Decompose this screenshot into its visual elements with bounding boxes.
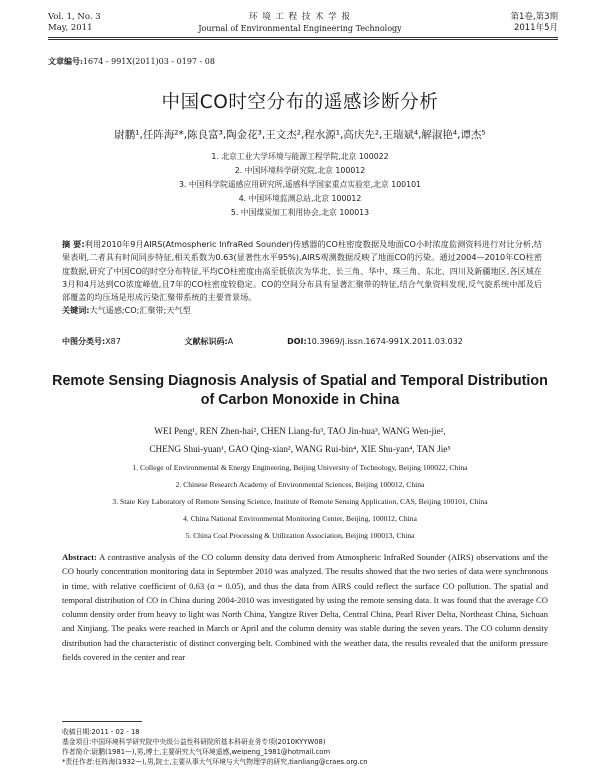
doc-code-value: A [227,337,234,346]
authors-en-line-2: CHENG Shui-yuan¹, GAO Qing-xian², WANG Rui-bin⁴, XIE Shu-yan⁴, TAN Jie⁵ [149,444,451,454]
title-en-line-2: of Carbon Monoxide in China [200,392,400,408]
affiliation-cn-5: 5. 中国煤炭加工利用协会,北京 100013 [230,208,370,217]
article-number-value: 1674 - 991X(2011)03 - 0197 - 08 [82,57,215,66]
authors-en-line-1: WEI Peng¹, REN Zhen-hai², CHEN Liang-fu³, TAO Jin-hua³, WANG Wen-jie², [154,426,446,436]
article-number [48,56,215,67]
clc-label: 中图分类号: [62,337,106,346]
keywords-value: 大气遥感;CO;汇聚带;天气型 [89,305,191,316]
footnote-rule [62,721,142,722]
header-date-en: May, 2011 [48,23,93,33]
header-volume: Vol. 1, No. 3 [48,12,101,22]
title-en [0,372,600,410]
abstract-en-text: A contrastive analysis of the CO column density data derived from Atmospheric InfraRed Sounder (AIRS) observations and the CO hourly concentration monitoring data in September 2010 was analyzed. The results showed that the two series of data were synchronous in time, with relative coefficient of 0.63 (α = 0.05), and thus the data from AIRS could reflect the surface CO pollution. The spatial and temporal distribution of CO in China during 2004-2010 was investigated by using the remote sensing data. It was found that the average CO column density order from heavy to light was North China, Yangtze River Delta, Central China, Pearl River Delta, Northeast China, Sichuan and Xinjiang. The peaks were reached in March or April and the column density was stable during the seven years. The CO column density distribution had the characteristic of distinct converging belt. Combined with the weather data, the results revealed that the uniform pressure fields covered in the center and rear [62,552,548,663]
header-issue-cn: 第1卷,第3期 [510,12,558,22]
title-cn: 中国CO时空分布的遥感诊断分析 [161,92,439,113]
doi-label: DOI: [287,337,307,346]
footnote-corresponding-author: *责任作者:任阵海(1932—),男,院士,主要从事大气环境与大气物理学的研究,tianliang@craes.org.cn [62,758,368,766]
affiliation-en-4: 4. China National Environmental Monitoring Center, Beijing, 100012, China [183,514,417,523]
header-date-cn: 2011年5月 [513,23,558,33]
footnote-funding: 基金项目:中国环境科学研究院中央级公益性科研院所基本科研业务专项(2010KYYW08) [62,738,326,746]
clc-value: X87 [105,337,121,346]
abstract-cn [62,238,542,318]
abstract-cn-label: 摘 要: [62,239,85,249]
authors-cn: 尉鹏¹,任阵海²*,陈良富³,陶金花³,王文杰²,程水源¹,高庆先²,王瑞斌⁴,解淑艳⁴,谭杰⁵ [114,129,486,141]
affiliation-en-1: 1. College of Environmental & Energy Engineering, Beijing University of Technology, Beijing 100022, China [132,463,468,472]
affiliation-cn-3: 3. 中国科学院遥感应用研究所,遥感科学国家重点实验室,北京 100101 [178,180,422,189]
keywords-label: 关键词: [62,305,90,316]
affiliation-cn-4: 4. 中国环境监测总站,北京 100012 [238,194,362,203]
abstract-en [62,550,548,664]
classification-row [62,336,463,347]
header-journal-en: Journal of Environmental Engineering Technology [198,24,402,33]
doc-code-label: 文献标识码: [184,337,228,346]
header-journal-cn: 环 境 工 程 技 术 学 报 [249,12,351,22]
header-rule-bottom [48,39,558,40]
article-number-label: 文章编号: [48,56,83,66]
footnote-received: 收稿日期:2011 - 02 - 18 [62,728,140,736]
doi-value: 10.3969/j.issn.1674-991X.2011.03.032 [306,337,463,346]
affiliation-en-2: 2. Chinese Research Academy of Environmental Sciences, Beijing 100012, China [175,480,425,489]
affiliation-cn-2: 2. 中国环境科学研究院,北京 100012 [234,166,366,175]
abstract-en-label: Abstract: [62,552,97,562]
affiliation-en-3: 3. State Key Laboratory of Remote Sensing Science, Institute of Remote Sensing Application, CAS, Beijing 100101, China [112,497,488,506]
affiliation-cn-1: 1. 北京工业大学环境与能源工程学院,北京 100022 [211,152,389,161]
header-rule-top [48,37,558,38]
footnote-author-bio: 作者简介:尉鹏(1981—),男,博士,主要研究大气环境遥感,weipeng_1981@hotmail.com [62,748,331,756]
title-en-line-1: Remote Sensing Diagnosis Analysis of Spatial and Temporal Distribution [52,373,548,389]
abstract-cn-text: 利用2010年9月AIRS(Atmospheric InfraRed Sounder)传感器的CO柱密度数据及地面CO小时浓度监测资料进行对比分析,结果表明,二者具有时间同步特征,相关系数为0.63(显著性水平95%),AIRS观测数据反映了地面CO的污染。通过2004—2010年CO柱密度数据,研究了中国CO的时空分布特征,平均CO柱密度由高至低依次为华北、长三角、华中、珠三角、东北、四川及新疆地区,各区域在3月和4月达到CO浓度峰值,且7年的CO柱密度较稳定。CO的空间分布具有显著汇聚带的特征,结合气象资料发现,反气旋系统中部及后部覆盖的均压场是形成污染汇聚带系统的主要背景场。 [62,239,543,303]
affiliation-en-5: 5. China Coal Processing & Utilization Association, Beijing 100013, China [185,531,415,540]
